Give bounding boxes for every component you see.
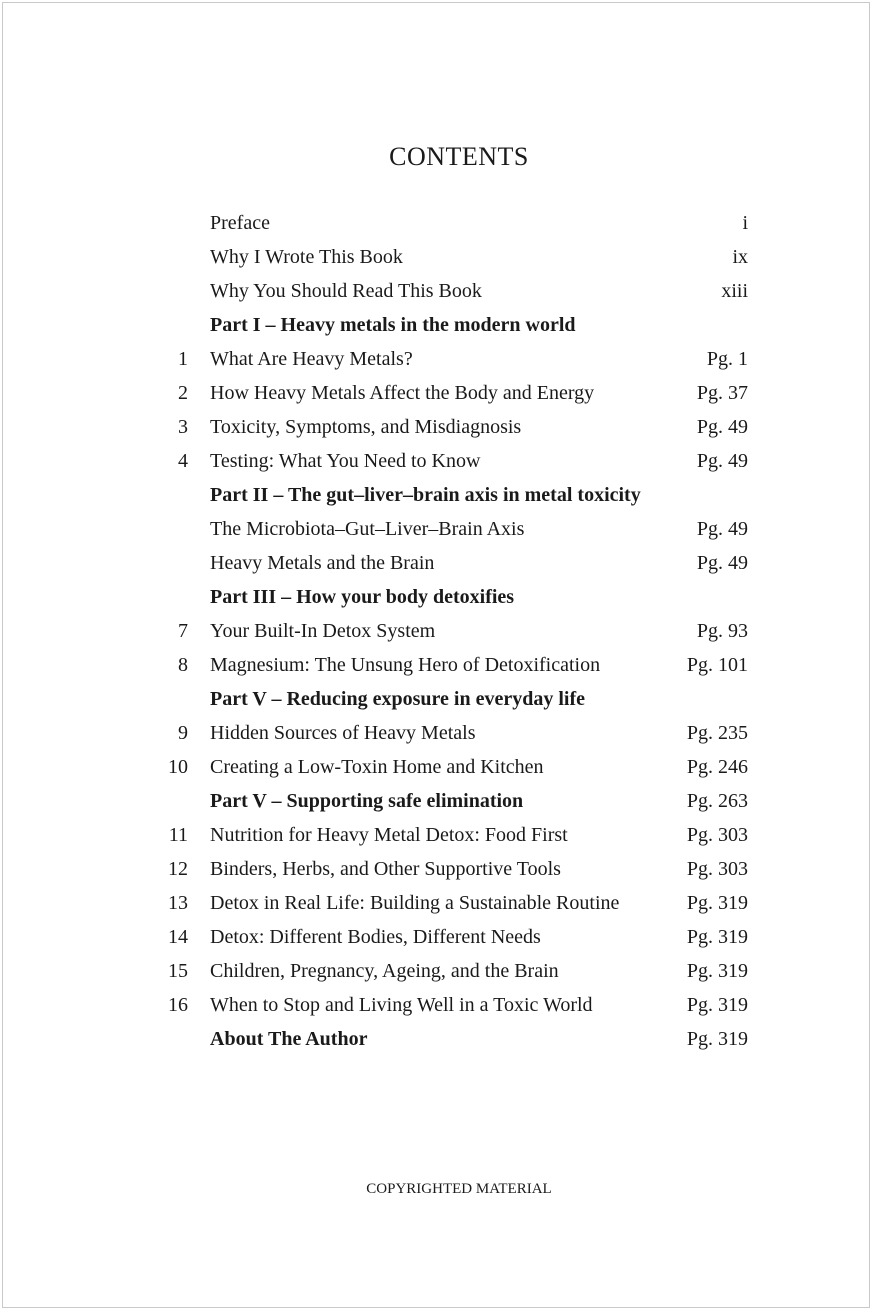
toc-chapter-number: 16: [168, 994, 188, 1016]
toc-entry: [0, 512, 874, 546]
toc-page-number: Pg. 49: [696, 450, 748, 472]
toc-entry-title: Preface: [210, 212, 270, 234]
toc-entry-title: Nutrition for Heavy Metal Detox: Food First: [210, 824, 568, 846]
toc-page-number: Pg. 319: [686, 926, 748, 948]
toc-entry-title: When to Stop and Living Well in a Toxic World: [210, 994, 593, 1016]
toc-page-number: Pg. 101: [686, 654, 748, 676]
toc-entry-title: Heavy Metals and the Brain: [210, 552, 435, 574]
toc-chapter-number: 4: [178, 450, 188, 472]
toc-entry: [0, 546, 874, 580]
toc-chapter-number: 13: [168, 892, 188, 914]
toc-page-number: Pg. 49: [696, 416, 748, 438]
toc-entry-title: Detox in Real Life: Building a Sustainable Routine: [210, 892, 620, 914]
toc-page-number: Pg. 246: [686, 756, 748, 778]
toc-page-number: Pg. 263: [686, 790, 748, 812]
toc-page-number: i: [742, 212, 748, 234]
toc-page-number: Pg. 1: [706, 348, 748, 370]
toc-entry: [0, 886, 874, 920]
toc-chapter-number: 2: [178, 382, 188, 404]
toc-section-heading: [0, 478, 874, 512]
toc-entry-title: Toxicity, Symptoms, and Misdiagnosis: [210, 416, 522, 438]
toc-chapter-number: 10: [168, 756, 188, 778]
toc-page-number: Pg. 319: [686, 994, 748, 1016]
toc-entry-title: Why I Wrote This Book: [210, 246, 403, 268]
toc-entry: [0, 274, 874, 308]
toc-entry: [0, 954, 874, 988]
toc-chapter-number: 8: [178, 654, 188, 676]
toc-entry: [0, 852, 874, 886]
toc-page-number: Pg. 319: [686, 1028, 748, 1050]
toc-entry: [0, 376, 874, 410]
toc-entry-title: Part II – The gut–liver–brain axis in metal toxicity: [210, 484, 641, 506]
toc-page-number: Pg. 303: [686, 824, 748, 846]
toc-entry: [0, 342, 874, 376]
toc-entry-title: Children, Pregnancy, Ageing, and the Brain: [210, 960, 559, 982]
toc-entry: [0, 444, 874, 478]
toc-entry-title: Hidden Sources of Heavy Metals: [210, 722, 476, 744]
toc-entry-title: Binders, Herbs, and Other Supportive Tools: [210, 858, 561, 880]
toc-entry: [0, 648, 874, 682]
toc-entry: [0, 920, 874, 954]
toc-page-number: Pg. 49: [696, 552, 748, 574]
toc-entry: [0, 716, 874, 750]
toc-page-number: Pg. 37: [696, 382, 748, 404]
toc-entry-title: Your Built-In Detox System: [210, 620, 436, 642]
toc-entry-title: What Are Heavy Metals?: [210, 348, 413, 370]
toc-chapter-number: 14: [168, 926, 188, 948]
toc-entry-title: Part V – Reducing exposure in everyday life: [210, 688, 585, 710]
toc-page-number: Pg. 93: [696, 620, 748, 642]
toc-entry-title: Testing: What You Need to Know: [210, 450, 481, 472]
toc-section-heading: [0, 682, 874, 716]
toc-entry: [0, 818, 874, 852]
toc-page-number: Pg. 303: [686, 858, 748, 880]
toc-page-number: ix: [732, 246, 748, 268]
toc-page-number: Pg. 319: [686, 892, 748, 914]
toc-entry-title: The Microbiota–Gut–Liver–Brain Axis: [210, 518, 525, 540]
toc-chapter-number: 1: [178, 348, 188, 370]
toc-entry: [0, 240, 874, 274]
toc-entry: [0, 410, 874, 444]
toc-entry-title: About The Author: [210, 1028, 368, 1050]
toc-entry-title: Part V – Supporting safe elimination: [210, 790, 524, 812]
toc-chapter-number: 15: [168, 960, 188, 982]
toc-entry: [0, 988, 874, 1022]
toc-section-heading: [0, 1022, 874, 1056]
toc-entry: [0, 750, 874, 784]
toc-page-number: Pg. 319: [686, 960, 748, 982]
toc-chapter-number: 9: [178, 722, 188, 744]
toc-entry: [0, 206, 874, 240]
toc-section-heading: [0, 308, 874, 342]
table-of-contents: [0, 206, 874, 1056]
page-title: CONTENTS: [389, 142, 529, 171]
toc-chapter-number: 7: [178, 620, 188, 642]
copyright-footer: COPYRIGHTED MATERIAL: [366, 1181, 552, 1197]
toc-page-number: Pg. 235: [686, 722, 748, 744]
toc-entry-title: Detox: Different Bodies, Different Needs: [210, 926, 541, 948]
toc-chapter-number: 12: [168, 858, 188, 880]
toc-entry-title: Creating a Low-Toxin Home and Kitchen: [210, 756, 544, 778]
toc-chapter-number: 3: [178, 416, 188, 438]
toc-section-heading: [0, 784, 874, 818]
toc-page-number: Pg. 49: [696, 518, 748, 540]
toc-page-number: xiii: [721, 280, 748, 302]
toc-section-heading: [0, 580, 874, 614]
toc-entry-title: Part I – Heavy metals in the modern world: [210, 314, 576, 336]
toc-entry-title: Why You Should Read This Book: [210, 280, 482, 302]
toc-chapter-number: 11: [168, 824, 188, 846]
toc-entry-title: How Heavy Metals Affect the Body and Energy: [210, 382, 595, 404]
toc-entry-title: Part III – How your body detoxifies: [210, 586, 515, 608]
toc-entry-title: Magnesium: The Unsung Hero of Detoxification: [210, 654, 601, 676]
toc-entry: [0, 614, 874, 648]
